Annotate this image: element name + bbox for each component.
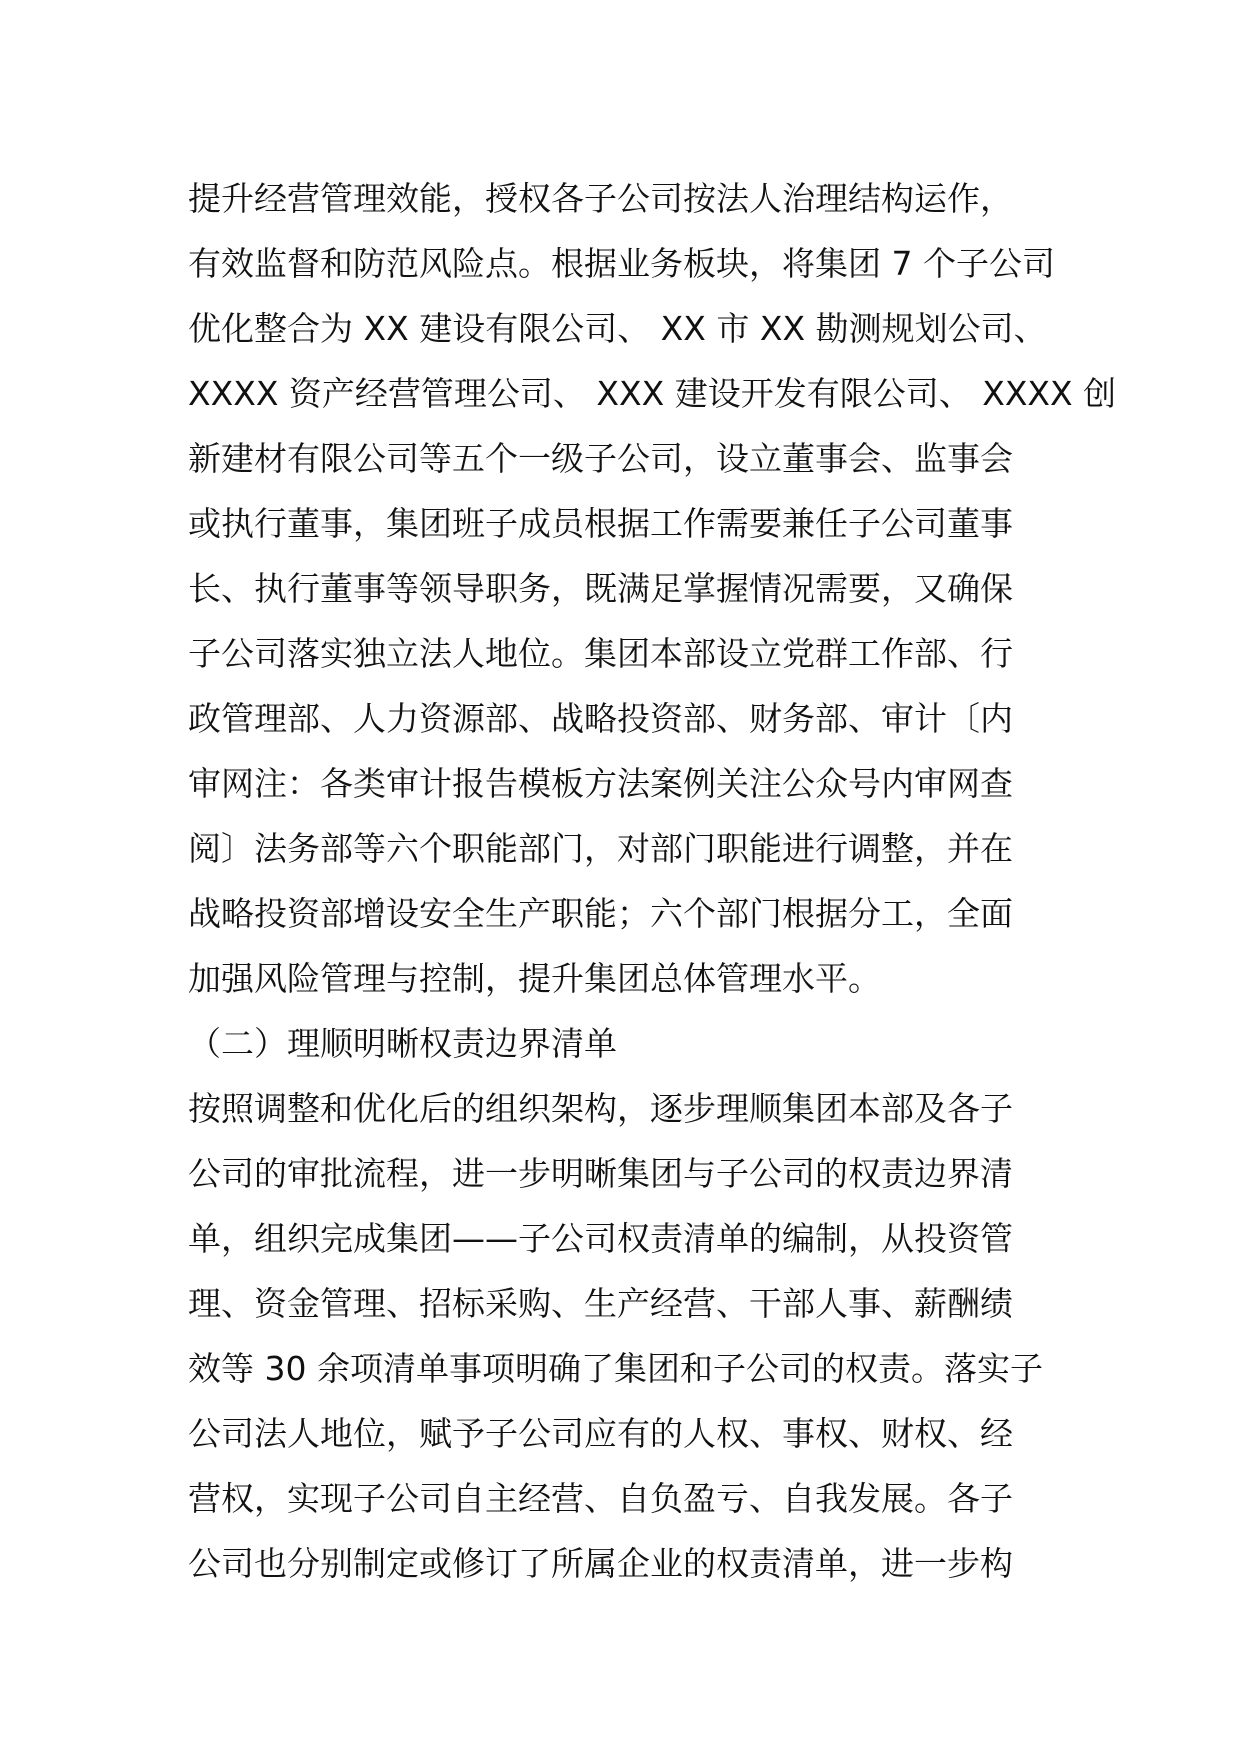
paragraph-line: 审网注：各类审计报告模板方法案例关注公众号内审网查 [188, 764, 1013, 803]
paragraph-line: 子公司落实独立法人地位。集团本部设立党群工作部、行 [188, 634, 1013, 673]
paragraph-line: 长、执行董事等领导职务，既满足掌握情况需要，又确保 [188, 569, 1013, 608]
section-heading: （二）理顺明晰权责边界清单 [188, 1024, 617, 1063]
paragraph-line: 单，组织完成集团——子公司权责清单的编制，从投资管 [188, 1219, 1013, 1258]
paragraph-line: 加强风险管理与控制，提升集团总体管理水平。 [188, 959, 881, 998]
paragraph-line: 新建材有限公司等五个一级子公司，设立董事会、监事会 [188, 439, 1013, 478]
paragraph-line: 战略投资部增设安全生产职能；六个部门根据分工，全面 [188, 894, 1013, 933]
paragraph-line: 公司也分别制定或修订了所属企业的权责清单，进一步构 [188, 1544, 1013, 1583]
paragraph-line: 提升经营管理效能，授权各子公司按法人治理结构运作， [188, 179, 1013, 218]
paragraph-line: XXXX 资产经营管理公司、 XXX 建设开发有限公司、 XXXX 创 [188, 374, 1117, 413]
paragraph-line: 有效监督和防范风险点。根据业务板块，将集团 7 个子公司 [188, 244, 1055, 283]
paragraph-line: 营权，实现子公司自主经营、自负盈亏、自我发展。各子 [188, 1479, 1013, 1518]
paragraph-line: 按照调整和优化后的组织架构，逐步理顺集团本部及各子 [188, 1089, 1013, 1128]
paragraph-line: 效等 30 余项清单事项明确了集团和子公司的权责。落实子 [188, 1349, 1043, 1388]
paragraph-line: 政管理部、人力资源部、战略投资部、财务部、审计〔内 [188, 699, 1013, 738]
paragraph-line: 理、资金管理、招标采购、生产经营、干部人事、薪酬绩 [188, 1284, 1013, 1323]
paragraph-line: 阅〕法务部等六个职能部门，对部门职能进行调整，并在 [188, 829, 1013, 868]
paragraph-line: 或执行董事，集团班子成员根据工作需要兼任子公司董事 [188, 504, 1013, 543]
paragraph-line: 公司法人地位，赋予子公司应有的人权、事权、财权、经 [188, 1414, 1013, 1453]
paragraph-line: 优化整合为 XX 建设有限公司、 XX 市 XX 勘测规划公司、 [188, 309, 1047, 348]
document-body [188, 166, 1117, 1596]
paragraph-line: 公司的审批流程，进一步明晰集团与子公司的权责边界清 [188, 1154, 1013, 1193]
